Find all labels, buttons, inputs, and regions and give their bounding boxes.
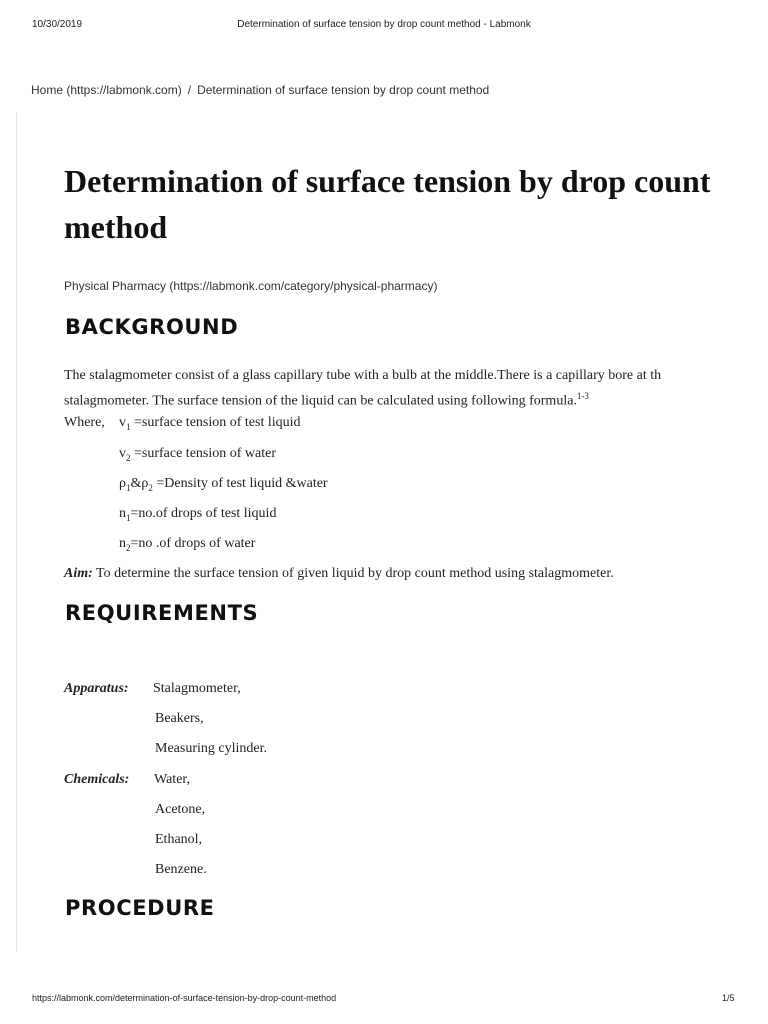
definition-text: =surface tension of water: [130, 446, 277, 461]
aim-label: Aim:: [64, 566, 93, 581]
category-link[interactable]: Physical Pharmacy (https://labmonk.com/category/physical-pharmacy): [64, 279, 438, 293]
chemicals-label: [64, 772, 129, 788]
chemicals-colon: :: [124, 772, 130, 787]
list-item: Acetone,: [155, 802, 206, 817]
background-paragraph: [64, 366, 768, 412]
subscript: 2: [126, 542, 131, 553]
list-item: Water,: [154, 772, 191, 787]
print-page-number: 1/5: [722, 993, 735, 1003]
definition-item: [119, 415, 301, 432]
print-footer-url: https://labmonk.com/determination-of-surface-tension-by-drop-count-method: [32, 993, 337, 1003]
apparatus-colon: :: [123, 681, 129, 696]
list-item: Stalagmometer,: [153, 681, 241, 696]
apparatus-label: [64, 681, 129, 697]
symbol: n: [119, 506, 126, 521]
breadcrumb-home-link[interactable]: Home (https://labmonk.com): [31, 83, 182, 97]
definition-text: =no.of drops of test liquid: [130, 506, 277, 521]
subscript: 2: [148, 482, 153, 493]
background-line-1: The stalagmometer consist of a glass capillary tube with a bulb at the middle.There is a capillary bore at th: [64, 368, 662, 383]
definition-item: [119, 446, 276, 463]
apparatus-label-text: Apparatus: [64, 681, 124, 696]
where-label: Where,: [64, 415, 105, 430]
definition-item: [119, 506, 276, 523]
definition-item: [119, 536, 255, 553]
list-item: Measuring cylinder.: [155, 741, 267, 756]
breadcrumb-separator: /: [187, 83, 192, 97]
subscript: 2: [126, 452, 131, 463]
background-line-2: [64, 386, 768, 412]
citation-superscript: 1-3: [576, 391, 589, 401]
subscript: 1: [126, 421, 131, 432]
definition-text: =Density of test liquid &water: [152, 476, 328, 491]
symbol: v: [119, 446, 126, 461]
aim-text: To determine the surface tension of given liquid by drop count method using stalagmometer.: [92, 566, 614, 581]
subscript: 1: [126, 512, 131, 523]
subscript: 1: [126, 482, 131, 493]
definition-item: [119, 476, 328, 493]
list-item: Ethanol,: [155, 832, 203, 847]
symbol: v: [119, 415, 126, 430]
aim-statement: [64, 566, 614, 582]
content-left-border: [16, 113, 17, 951]
definition-text: =surface tension of test liquid: [130, 415, 301, 430]
symbol: n: [119, 536, 126, 551]
article-header: [64, 158, 768, 250]
section-heading-background: BACKGROUND: [65, 315, 239, 339]
print-date: 10/30/2019: [32, 19, 83, 30]
list-item: Benzene.: [155, 862, 207, 877]
section-heading-requirements: REQUIREMENTS: [65, 601, 259, 625]
page-title-line1: Determination of surface tension by drop count: [64, 163, 711, 199]
breadcrumb-current: Determination of surface tension by drop count method: [197, 83, 490, 97]
list-item: Beakers,: [155, 711, 204, 726]
symbol: &ρ: [130, 476, 149, 491]
page-title: [64, 158, 768, 250]
symbol: ρ: [119, 476, 126, 491]
breadcrumb: [31, 83, 489, 97]
print-page-title: Determination of surface tension by drop count method - Labmonk: [237, 19, 531, 30]
page-title-line2: method: [64, 209, 168, 245]
section-heading-procedure: PROCEDURE: [65, 896, 215, 920]
chemicals-label-text: Chemicals: [64, 772, 125, 787]
definition-text: =no .of drops of water: [130, 536, 256, 551]
background-line-2-text: stalagmometer. The surface tension of the liquid can be calculated using following formula.: [64, 393, 577, 409]
